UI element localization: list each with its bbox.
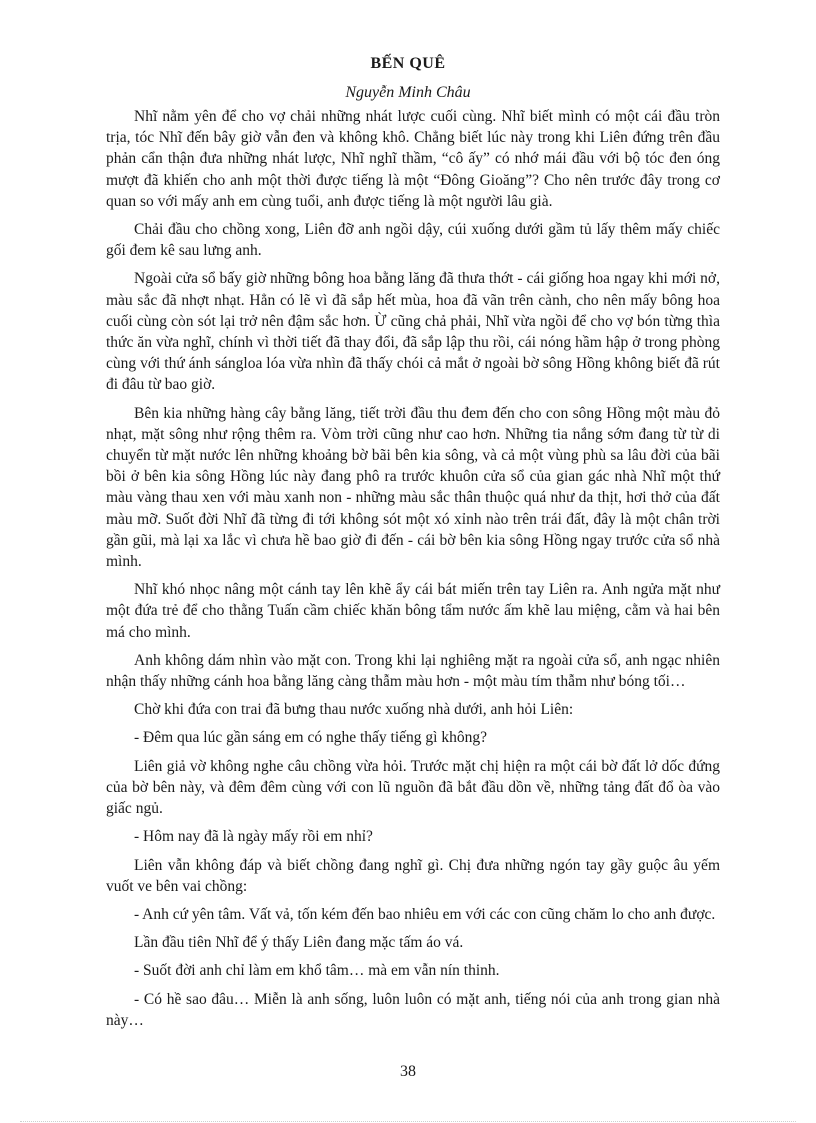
paragraph: Liên vẫn không đáp và biết chồng đang nghĩ gì. Chị đưa những ngón tay gầy guộc âu yếm vuốt ve bên vai chồng:	[106, 856, 720, 895]
paragraph: - Suốt đời anh chỉ làm em khổ tâm… mà em vẫn nín thinh.	[134, 962, 500, 980]
paragraph: - Có hề sao đâu… Miễn là anh sống, luôn luôn có mặt anh, tiếng nói của anh trong gian nhà này…	[106, 990, 720, 1029]
page-title: BẾN QUÊ	[370, 55, 446, 72]
paragraph: - Anh cứ yên tâm. Vất vả, tốn kém đến bao nhiêu em với các con cũng chăm lo cho anh được.	[134, 905, 716, 923]
page-bottom-divider	[20, 1121, 796, 1122]
paragraph: - Đêm qua lúc gần sáng em có nghe thấy tiếng gì không?	[134, 729, 487, 747]
paragraph: Chải đầu cho chồng xong, Liên đỡ anh ngồi dậy, cúi xuống dưới gầm tủ lấy thêm mấy chiếc gối đem kê sau lưng anh.	[106, 221, 720, 260]
paragraph: Chờ khi đứa con trai đã bưng thau nước xuống nhà dưới, anh hỏi Liên:	[134, 701, 574, 719]
paragraph: Bên kia những hàng cây bằng lăng, tiết trời đầu thu đem đến cho con sông Hồng một màu đỏ nhạt, mặt sông như rộng thêm ra. Vòm trời cũng như cao hơn. Những tia nắng sớm đang từ từ di chuyển từ mặt nước lên những khoảng bờ bãi bên kia sông, và cả một vùng phù sa lâu đời của bãi bồi ở bên kia sông Hồng lúc này đang phô ra trước khuôn cửa sổ của gian gác nhà Nhĩ một thứ màu vàng thau xen với màu xanh non - những màu sắc thân thuộc quá như da thịt, hơi thở của đất màu mỡ. Suốt đời Nhĩ đã từng đi tới không sót một xó xỉnh nào trên trái đất, đây là một chân trời gần gũi, mà lại xa lắc vì chưa hề bao giờ đi đến - cái bờ bên kia sông Hồng ngay trước cửa sổ nhà mình.	[106, 404, 720, 571]
paragraph: Liên giả vờ không nghe câu chồng vừa hỏi. Trước mặt chị hiện ra một cái bờ đất lở dốc đứng của bờ bên này, và đêm đêm cùng với con lũ nguồn đã bắt đầu dồn về, những tảng đất đổ òa vào giấc ngủ.	[106, 757, 720, 818]
author-name: Nguyễn Minh Châu	[345, 84, 471, 101]
paragraph: Anh không dám nhìn vào mặt con. Trong khi lại nghiêng mặt ra ngoài cửa sổ, anh ngạc nhiên nhận thấy những cánh hoa bằng lăng càng thẫm màu hơn - một màu tím thẫm như bóng tối…	[106, 651, 720, 691]
paragraph: Nhĩ khó nhọc nâng một cánh tay lên khẽ ẩy cái bát miến trên tay Liên ra. Anh ngửa mặt như một đứa trẻ để cho thằng Tuấn cầm chiếc khăn bông tẩm nước ấm khẽ lau miệng, cằm và hai bên má cho mình.	[106, 581, 720, 641]
page-number: 38	[400, 1063, 416, 1080]
paragraph: - Hôm nay đã là ngày mấy rồi em nhỉ?	[134, 828, 373, 846]
story-body	[106, 106, 720, 1038]
paragraph: Ngoài cửa sổ bấy giờ những bông hoa bằng lăng đã thưa thớt - cái giống hoa ngay khi mới nở, màu sắc đã nhợt nhạt. Hẳn có lẽ vì đã sắp hết mùa, hoa đã vãn trên cành, cho nên mấy bông hoa cuối cùng còn sót lại trở nên đậm sắc hơn. Ừ cũng chả phải, Nhĩ vừa ngồi để cho vợ bón từng thìa thức ăn vừa nghĩ, chính vì thời tiết đã thay đổi, đã sắp lập thu rồi, cái nóng hầm hập ở trong phòng cùng với thứ ánh sángloa lóa vừa nhìn đã thấy chói cả mắt ở ngoài bờ sông Hồng không biết đã rút đi đâu từ bao giờ.	[106, 270, 720, 394]
paragraph: Lần đầu tiên Nhĩ để ý thấy Liên đang mặc tấm áo vá.	[134, 934, 464, 952]
paragraph: Nhĩ nằm yên để cho vợ chải những nhát lược cuối cùng. Nhĩ biết mình có một cái đầu tròn trịa, tóc Nhĩ đến bây giờ vẫn đen và không khô. Chẳng biết lúc này trong khi Liên đứng trên đầu phản cẩn thận đưa những nhát lược, Nhĩ nghĩ thầm, “cô ấy” có nhớ mái đầu với bộ tóc đen óng mượt đã khiến cho anh một thời được tiếng là một “Đông Gioăng”? Cho nên trước đây trong cơ quan so với mấy anh em cùng tuổi, anh được tiếng là một người lâu già.	[106, 108, 720, 210]
